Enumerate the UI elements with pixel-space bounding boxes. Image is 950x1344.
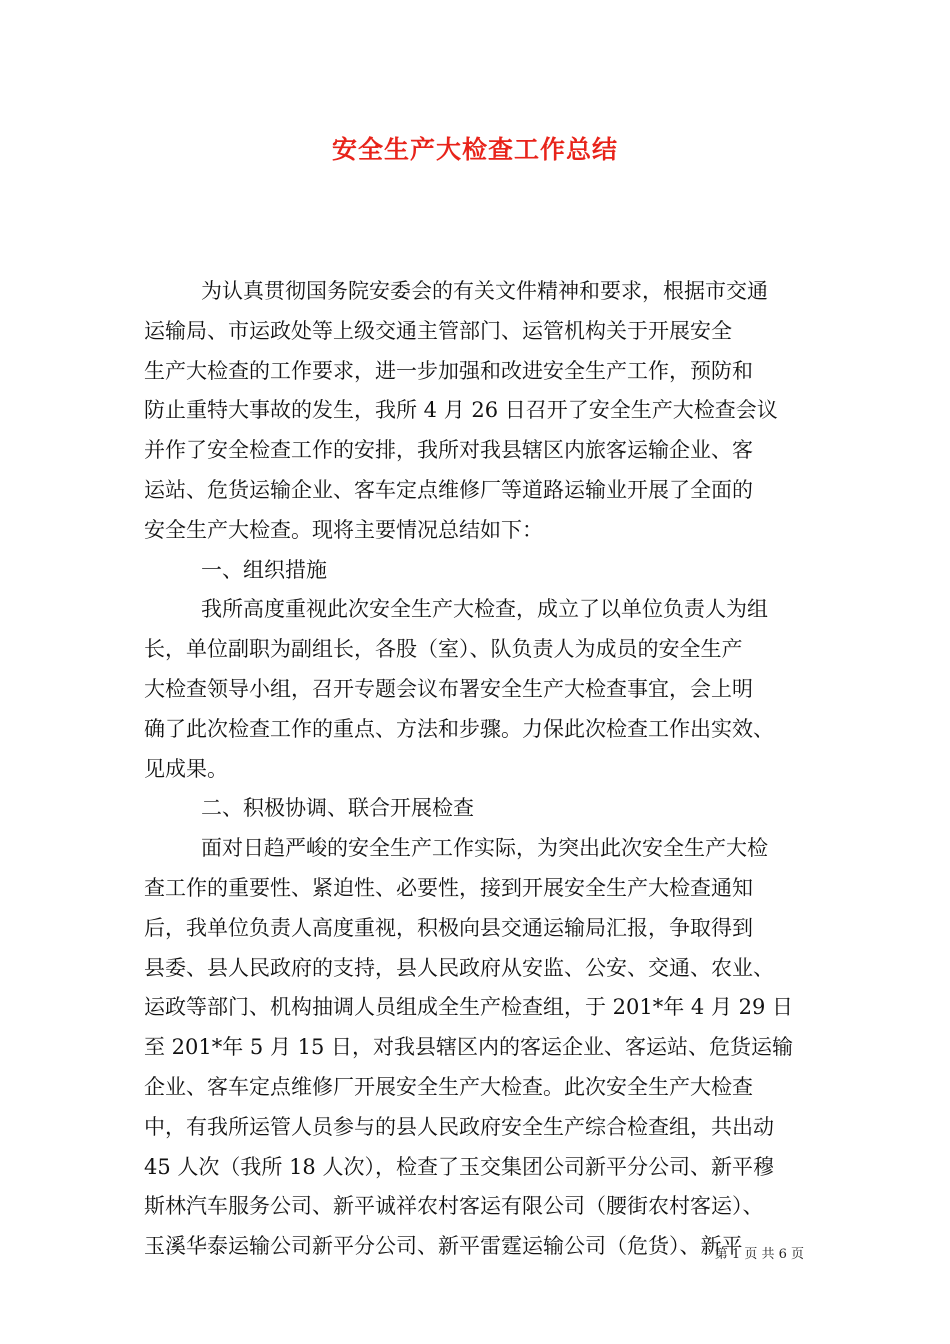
text-line: 二、积极协调、联合开展检查 — [201, 796, 474, 821]
text-line: 生产大检查的工作要求，进一步加强和改进安全生产工作，预防和 — [144, 358, 753, 383]
text-line: 查工作的重要性、紧迫性、必要性，接到开展安全生产大检查通知 — [144, 875, 753, 900]
text-line: 我所高度重视此次安全生产大检查，成立了以单位负责人为组 — [201, 597, 768, 622]
text-line: 运政等部门、机构抽调人员组成全生产检查组，于 201*年 4 月 29 日 — [144, 995, 794, 1020]
document-title: 安全生产大检查工作总结 — [331, 135, 618, 164]
text-line: 大检查领导小组，召开专题会议布署安全生产大检查事宜，会上明 — [144, 676, 753, 701]
text-line: 企业、客车定点维修厂开展安全生产大检查。此次安全生产大检查 — [144, 1074, 753, 1099]
text-line: 防止重特大事故的发生，我所 4 月 26 日召开了安全生产大检查会议 — [144, 398, 778, 423]
text-line: 并作了安全检查工作的安排，我所对我县辖区内旅客运输企业、客 — [144, 438, 753, 463]
text-line: 确了此次检查工作的重点、方法和步骤。力保此次检查工作出实效、 — [144, 716, 774, 741]
text-line: 中，有我所运管人员参与的县人民政府安全生产综合检查组，共出动 — [144, 1114, 774, 1139]
text-line: 运站、危货运输企业、客车定点维修厂等道路运输业开展了全面的 — [144, 477, 753, 502]
text-line: 为认真贯彻国务院安委会的有关文件精神和要求，根据市交通 — [201, 279, 768, 303]
text-line: 玉溪华泰运输公司新平分公司、新平雷霆运输公司（危货）、新平 — [144, 1234, 743, 1259]
document-body — [144, 272, 810, 1267]
text-line: 面对日趋严峻的安全生产工作实际，为突出此次安全生产大检 — [201, 836, 768, 861]
text-line: 后，我单位负责人高度重视，积极向县交通运输局汇报，争取得到 — [144, 915, 753, 940]
text-line: 斯林汽车服务公司、新平诚祥农村客运有限公司（腰街农村客运）、 — [144, 1194, 764, 1219]
text-line: 运输局、市运政处等上级交通主管部门、运管机构关于开展安全 — [144, 318, 732, 343]
page-number: 第 1 页 共 6 页 — [714, 1247, 804, 1262]
text-line: 安全生产大检查。现将主要情况总结如下： — [144, 517, 543, 542]
text-line: 一、组织措施 — [201, 557, 327, 582]
text-line: 45 人次（我所 18 人次），检查了玉交集团公司新平分公司、新平穆 — [144, 1154, 774, 1179]
text-line: 县委、县人民政府的支持，县人民政府从安监、公安、交通、农业、 — [144, 955, 774, 980]
text-line: 长，单位副职为副组长，各股（室）、队负责人为成员的安全生产 — [144, 637, 743, 662]
text-line: 见成果。 — [144, 756, 228, 781]
text-line: 至 201*年 5 月 15 日，对我县辖区内的客运企业、客运站、危货运输 — [144, 1035, 794, 1060]
